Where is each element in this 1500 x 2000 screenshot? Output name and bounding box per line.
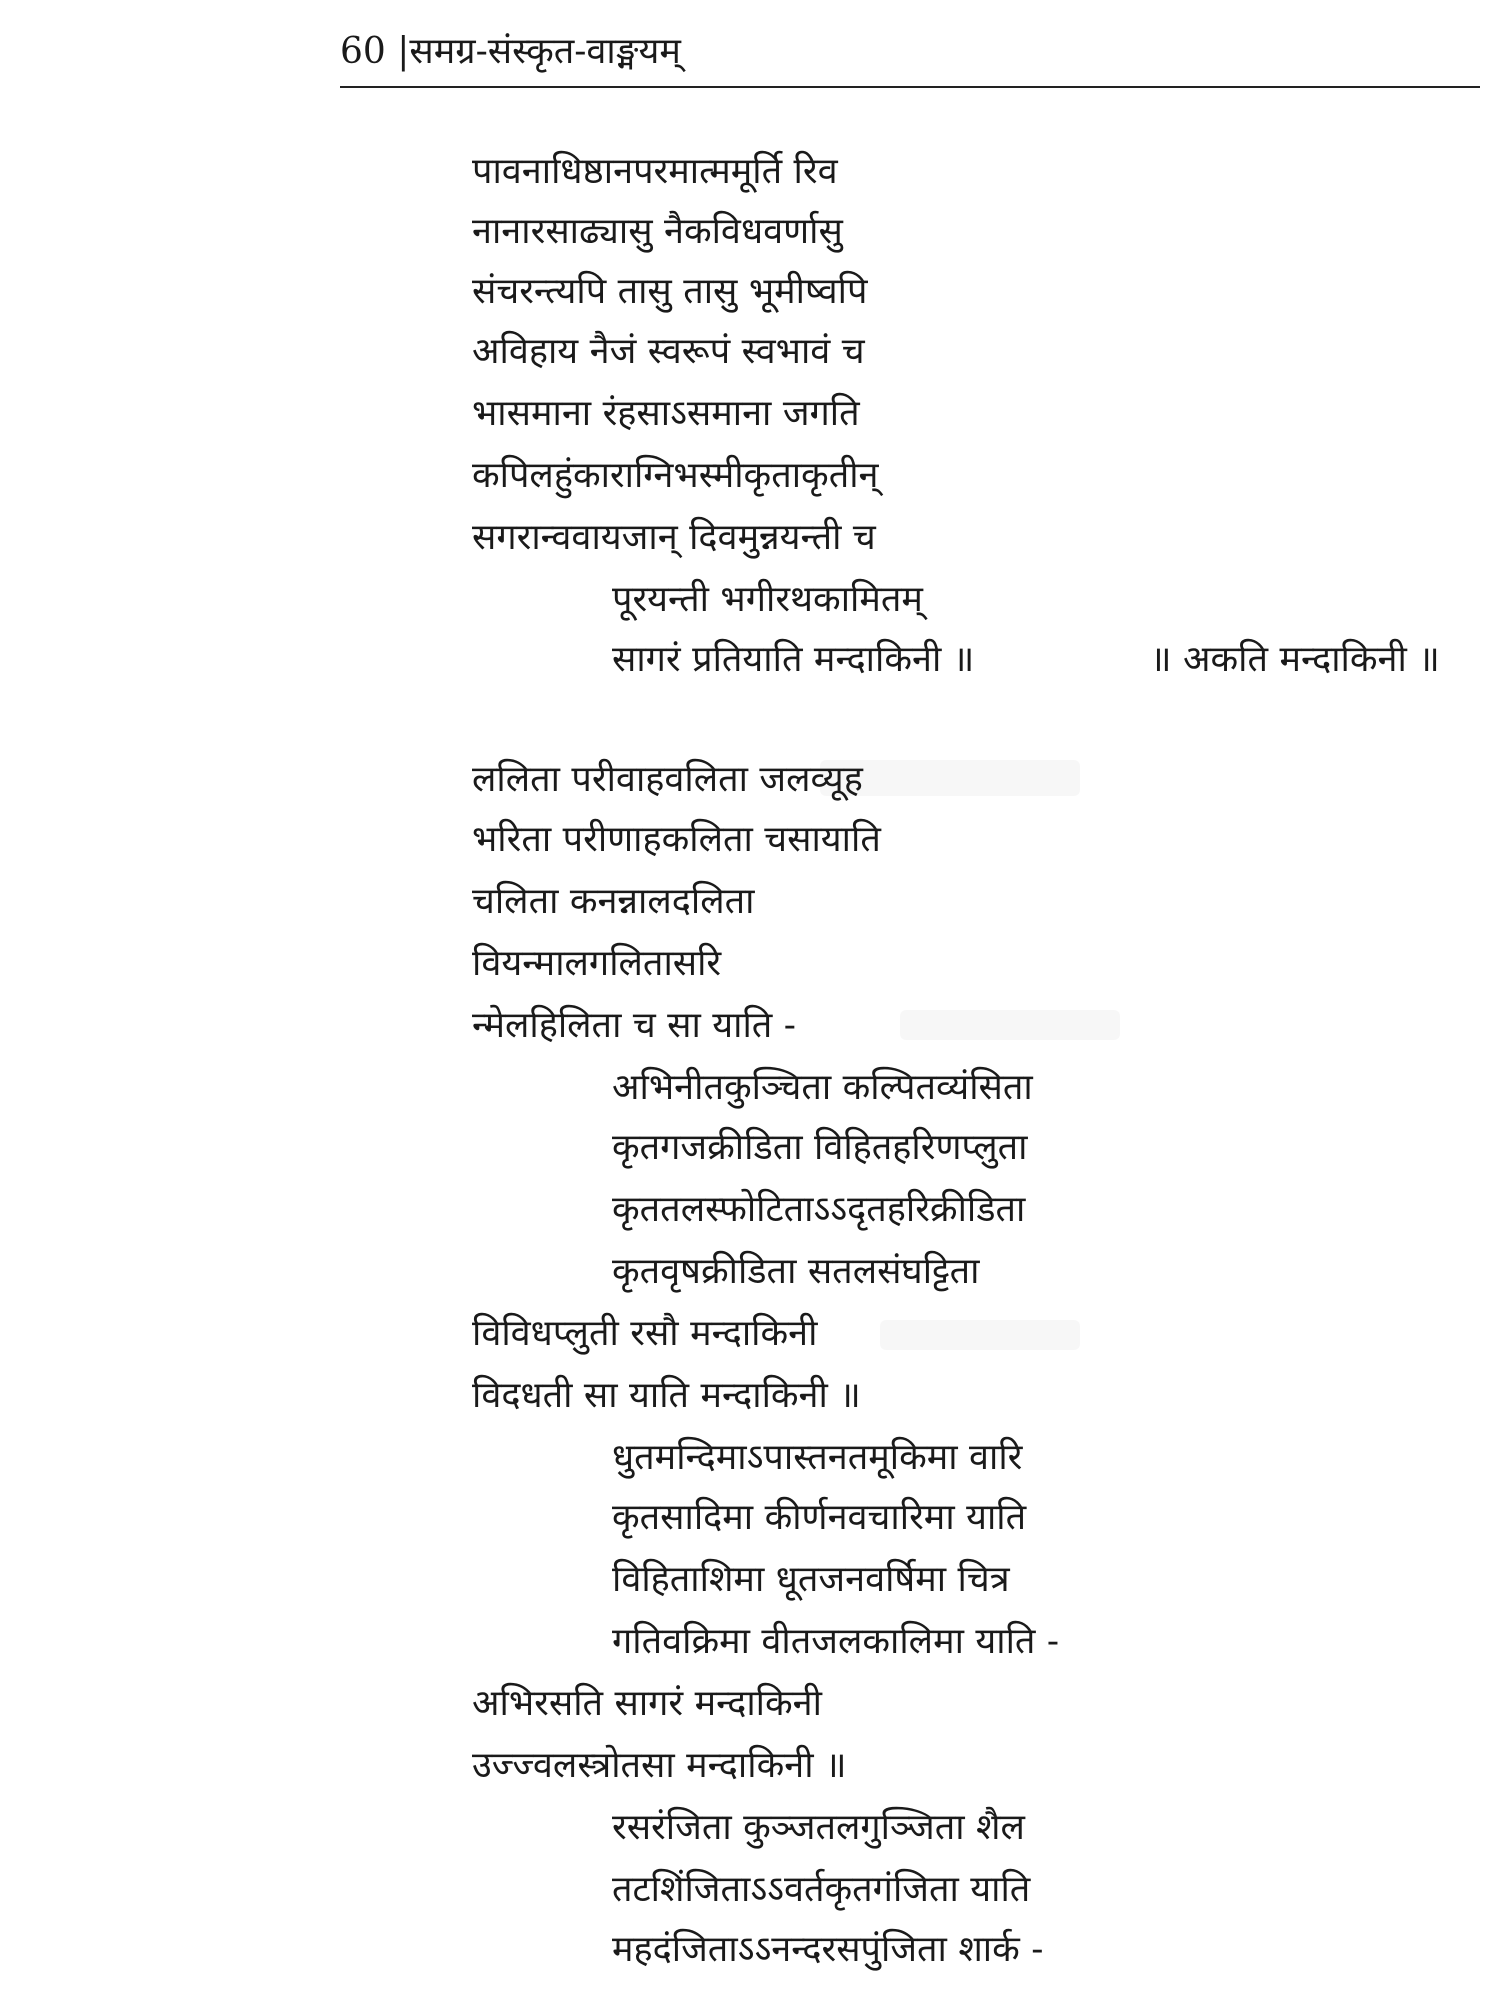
verse-line: अविहाय नैजं स्वरूपं स्वभावं च [472,331,865,372]
verse-line: गतिवक्रिमा वीतजलकालिमा याति - [612,1621,1060,1662]
verse-line: अभिनीतकुञ्चिता कल्पितव्यंसिता [612,1067,1033,1108]
page-number: 60 [340,31,386,72]
verse-line: न्मेलहिलिता च सा याति - [472,1005,796,1046]
verse-line: वियन्मालगलितासरि [472,943,722,984]
verse-line: कृतगजक्रीडिता विहितहरिणप्लुता [612,1127,1028,1168]
verse-line: महदंजिताऽऽनन्दरसपुंजिता शार्क - [612,1929,1044,1970]
verse-line: तटशिंजिताऽऽवर्तकृतगंजिता याति [612,1869,1031,1910]
verse-line: पावनाधिष्ठानपरमात्ममूर्ति रिव [472,151,838,192]
header-rule [340,86,1480,88]
verse-line: कपिलहुंकाराग्निभस्मीकृताकृतीन् [472,455,879,496]
show-through-mark [900,1010,1120,1040]
verse-line: भरिता परीणाहकलिता चसायाति [472,819,881,860]
verse-line: विहिताशिमा धूतजनवर्षिमा चित्र [612,1559,1010,1600]
verse-line: चलिता कनन्नालदलिता [472,881,755,922]
verse-line: ललिता परीवाहवलिता जलव्यूह [472,759,863,800]
verse-line: संचरन्त्यपि तासु तासु भूमीष्वपि [472,271,868,312]
page-header [340,28,681,76]
verse-line: रसरंजिता कुञ्जतलगुञ्जिता शैल [612,1807,1025,1848]
book-title: समग्र-संस्कृत-वाङ्मयम् [409,31,681,72]
verse-line: सगरान्ववायजान् दिवमुन्नयन्ती च [472,517,876,558]
verse-title-note: ॥ अकति मन्दाकिनी ॥ [1150,639,1440,680]
header-separator: | [397,31,410,72]
verse-line: कृततलस्फोटिताऽऽदृतहरिक्रीडिता [612,1189,1026,1230]
verse-line: अभिरसति सागरं मन्दाकिनी [472,1683,822,1724]
show-through-mark [880,1320,1080,1350]
verse-line: भासमाना रंहसाऽसमाना जगति [472,393,860,434]
verse-line: धुतमन्दिमाऽपास्तनतमूकिमा वारि [612,1437,1023,1478]
verse-line: कृतवृषक्रीडिता सतलसंघट्टिता [612,1251,980,1292]
verse-line: उज्ज्वलस्त्रोतसा मन्दाकिनी ॥ [472,1745,847,1786]
verse-line: विदधती सा याति मन्दाकिनी ॥ [472,1375,861,1416]
verse-line: सागरं प्रतियाति मन्दाकिनी ॥ [612,639,975,680]
verse-line: विविधप्लुती रसौ मन्दाकिनी [472,1313,818,1354]
verse-line: नानारसाढ्यासु नैकविधवर्णासु [472,211,843,252]
verse-line: पूरयन्ती भगीरथकामितम् [612,579,923,620]
verse-line: कृतसादिमा कीर्णनवचारिमा याति [612,1497,1027,1538]
